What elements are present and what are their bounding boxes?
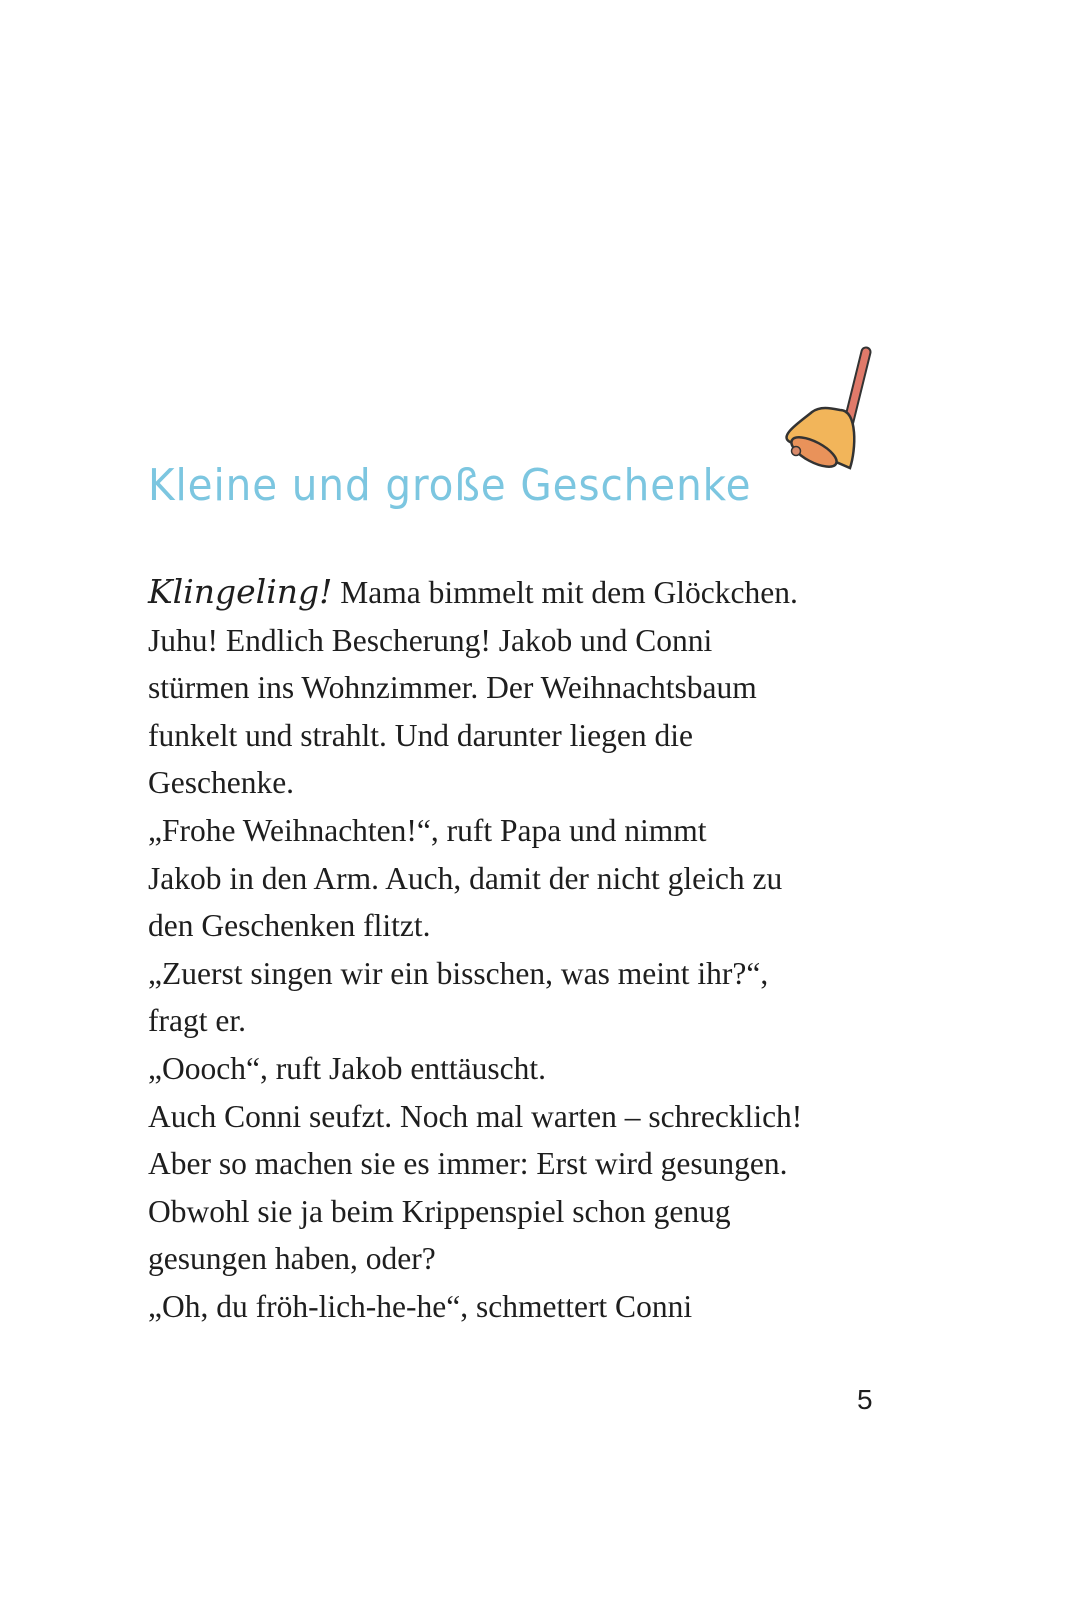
text-line: Obwohl sie ja beim Krippenspiel schon genug [148,1193,731,1229]
text-line: Geschenke. [148,765,295,801]
text-line: „Frohe Weihnachten!“, ruft Papa und nimmt [148,812,707,848]
chapter-title: Kleine und große Geschenke [148,460,752,511]
text-line: „Zuerst singen wir ein bisschen, was meint ihr?“, [148,955,769,991]
text-line: den Geschenken flitzt. [148,908,431,944]
text-line: gesungen haben, oder? [148,1241,436,1277]
text-line: fragt er. [148,1003,246,1039]
text-line: „Oh, du fröh-lich-he-he“, schmettert Conni [148,1288,693,1324]
text-line: Aber so machen sie es immer: Erst wird gesungen. [148,1146,788,1182]
bell-illustration [770,340,880,480]
text-line: Auch Conni seufzt. Noch mal warten – schrecklich! [148,1098,803,1134]
text-line: Klingeling! Mama bimmelt mit dem Glöckchen. [148,572,798,611]
page-number: 5 [857,1384,873,1415]
text-line: „Oooch“, ruft Jakob enttäuscht. [148,1050,546,1086]
story-text [148,568,908,1331]
text-line: stürmen ins Wohnzimmer. Der Weihnachtsbaum [148,670,757,706]
text-line: funkelt und strahlt. Und darunter liegen die [148,717,693,753]
opening-word: Klingeling! [148,572,333,611]
text-line: Jakob in den Arm. Auch, damit der nicht gleich zu [148,860,783,896]
text-line: Juhu! Endlich Bescherung! Jakob und Conni [148,622,713,658]
